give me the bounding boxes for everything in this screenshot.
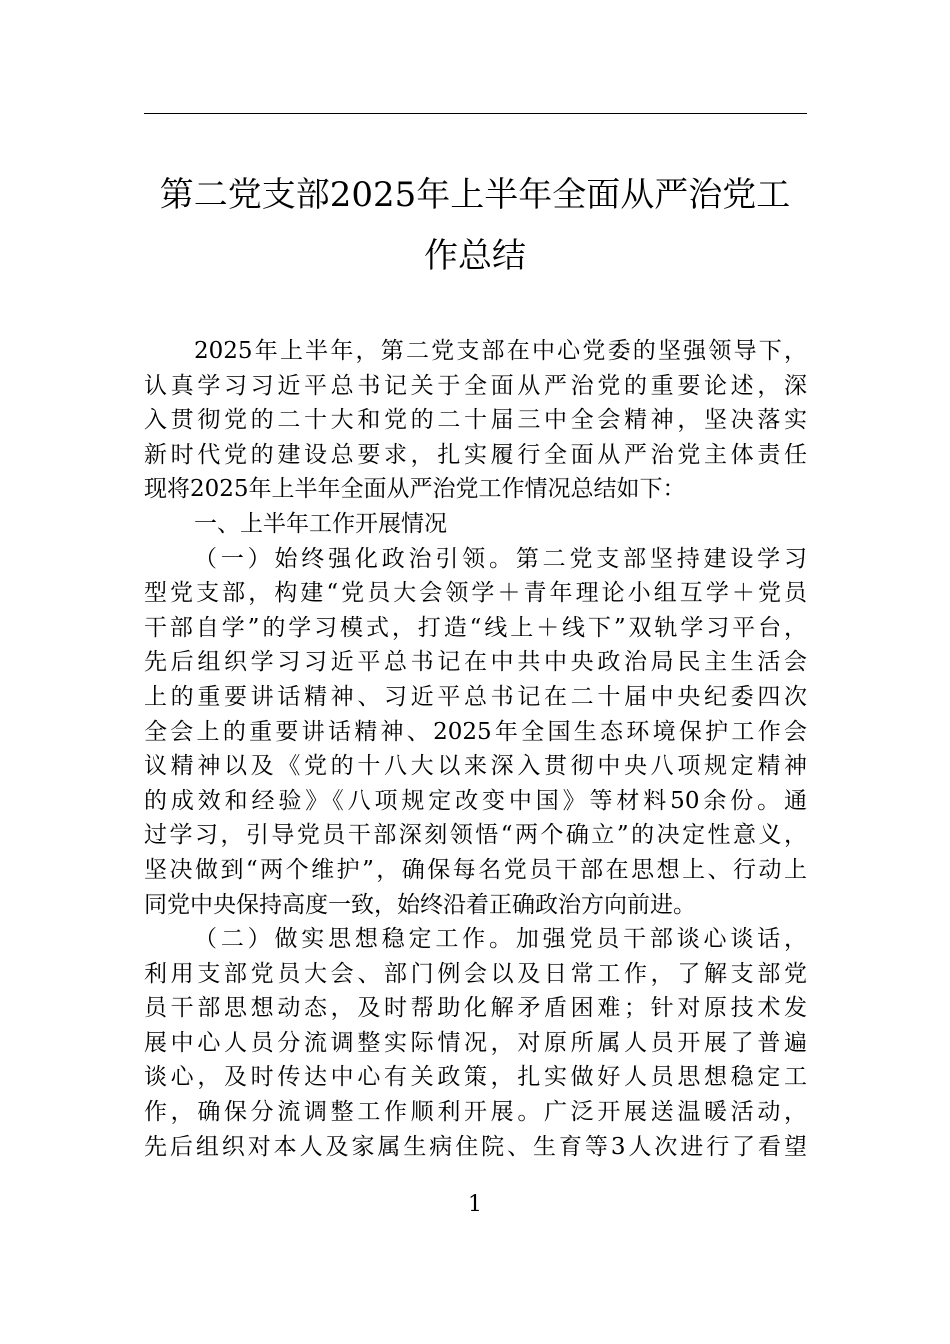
paragraph-3-line-10: 坚决做到“两个维护”，确保每名党员干部在思想上、行动上 xyxy=(144,856,807,883)
paragraph-3-line-5: 上的重要讲话精神、习近平总书记在二十届中央纪委四次 xyxy=(144,683,807,710)
paragraph-4-line-3: 员干部思想动态，及时帮助化解矛盾困难；针对原技术发 xyxy=(144,995,807,1022)
section-heading-1: 一、上半年工作开展情况 xyxy=(194,510,447,537)
paragraph-3-line-3: 干部自学”的学习模式，打造“线上＋线下”双轨学习平台， xyxy=(144,614,807,641)
paragraph-3-line-8: 的成效和经验》《八项规定改变中国》等材料50余份。通 xyxy=(144,787,807,814)
paragraph-3-line-2: 型党支部，构建“党员大会领学＋青年理论小组互学＋党员 xyxy=(144,580,807,607)
paragraph-4-line-1: （二）做实思想稳定工作。加强党员干部谈心谈话， xyxy=(194,926,807,953)
paragraph-3-line-4: 先后组织学习习近平总书记在中共中央政治局民主生活会 xyxy=(144,649,807,676)
document-body xyxy=(144,334,807,1164)
paragraph-4-line-4: 展中心人员分流调整实际情况，对原所属人员开展了普遍 xyxy=(144,1029,807,1056)
paragraph-1-line-4: 新时代党的建设总要求，扎实履行全面从严治党主体责任 xyxy=(144,441,807,468)
paragraph-4-line-7: 先后组织对本人及家属生病住院、生育等3人次进行了看望 xyxy=(144,1133,807,1160)
paragraph-3-line-11: 同党中央保持高度一致，始终沿着正确政治方向前进。 xyxy=(144,891,696,918)
paragraph-4-line-6: 作，确保分流调整工作顺利开展。广泛开展送温暖活动， xyxy=(144,1099,807,1126)
paragraph-3-line-1: （一）始终强化政治引领。第二党支部坚持建设学习 xyxy=(194,545,807,572)
page-number: 1 xyxy=(468,1192,482,1217)
title-line-1: 第二党支部2025年上半年全面从严治党工 xyxy=(159,175,791,215)
paragraph-1-line-2: 认真学习习近平总书记关于全面从严治党的重要论述，深 xyxy=(144,372,807,399)
paragraph-4-line-2: 利用支部党员大会、部门例会以及日常工作，了解支部党 xyxy=(144,960,807,987)
paragraph-3-line-6: 全会上的重要讲话精神、2025年全国生态环境保护工作会 xyxy=(144,718,807,745)
header-rule xyxy=(144,113,807,114)
paragraph-3-line-7: 议精神以及《党的十八大以来深入贯彻中央八项规定精神 xyxy=(144,753,807,780)
title-line-2: 作总结 xyxy=(424,236,526,276)
paragraph-3-line-9: 过学习，引导党员干部深刻领悟“两个确立”的决定性意义， xyxy=(144,822,807,849)
document-title xyxy=(100,165,850,287)
paragraph-1-line-5: 现将2025年上半年全面从严治党工作情况总结如下： xyxy=(144,476,686,503)
paragraph-1-line-3: 入贯彻党的二十大和党的二十届三中全会精神，坚决落实 xyxy=(144,407,807,434)
paragraph-4-line-5: 谈心，及时传达中心有关政策，扎实做好人员思想稳定工 xyxy=(144,1064,807,1091)
paragraph-1-line-1: 2025年上半年，第二党支部在中心党委的坚强领导下， xyxy=(194,338,807,364)
